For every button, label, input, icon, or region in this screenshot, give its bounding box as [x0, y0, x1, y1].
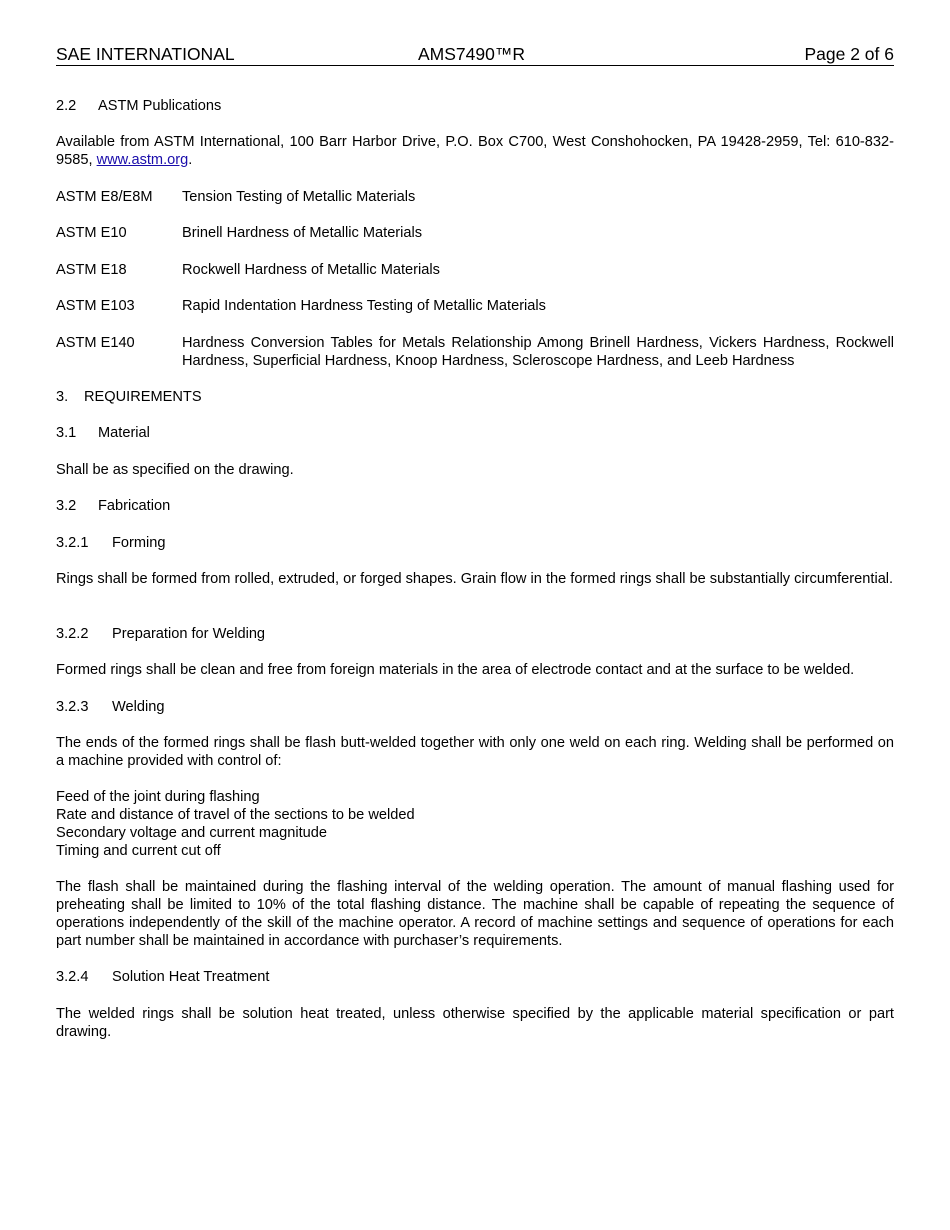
section-number: 3.2.3 — [56, 699, 89, 715]
section-3-2-heading — [56, 497, 894, 515]
list-item: Rate and distance of travel of the sections to be welded — [56, 807, 415, 823]
section-3-1-body: Shall be as specified on the drawing. — [56, 462, 294, 478]
section-title: REQUIREMENTS — [84, 389, 202, 405]
header-org: SAE INTERNATIONAL — [56, 44, 235, 64]
reference-code: ASTM E103 — [56, 298, 135, 314]
reference-row — [56, 297, 894, 315]
reference-row — [56, 188, 894, 206]
section-3-1-heading — [56, 424, 894, 442]
document-page — [56, 0, 894, 1230]
intro-suffix: . — [188, 152, 193, 168]
section-3-2-4-heading — [56, 968, 894, 986]
reference-code: ASTM E8/E8M — [56, 189, 153, 205]
reference-title: Rapid Indentation Hardness Testing of Metallic Materials — [182, 298, 546, 314]
page-header — [56, 44, 894, 66]
section-3-2-1-body: Rings shall be formed from rolled, extruded, or forged shapes. Grain flow in the formed rings shall be substantially circumferential. — [56, 571, 894, 587]
section-title: Solution Heat Treatment — [112, 969, 270, 985]
section-3-2-3-body-2: The flash shall be maintained during the flashing interval of the welding operation. The amount of manual flashing used for preheating shall be limited to 10% of the total flashing distance. The machine shall be capable of repeating the sequence of operations independently of the skill of the machine operator. A record of machine settings and sequence of operations for each part number shall be maintained in accordance with purchaser’s requirements. — [56, 879, 894, 949]
reference-row — [56, 334, 894, 370]
reference-title: Rockwell Hardness of Metallic Materials — [182, 262, 440, 278]
section-title: ASTM Publications — [98, 98, 222, 114]
list-item: Secondary voltage and current magnitude — [56, 825, 327, 841]
reference-row — [56, 261, 894, 279]
section-title: Material — [98, 425, 150, 441]
section-number: 3.2.4 — [56, 969, 89, 985]
reference-title: Tension Testing of Metallic Materials — [182, 189, 416, 205]
section-number: 3.1 — [56, 425, 77, 441]
list-item: Timing and current cut off — [56, 843, 221, 859]
control-list — [56, 788, 894, 860]
section-title: Welding — [112, 699, 165, 715]
header-doc-id: AMS7490™R — [418, 44, 525, 64]
section-title: Fabrication — [98, 498, 171, 514]
reference-code: ASTM E10 — [56, 225, 127, 241]
section-number: 2.2 — [56, 98, 77, 114]
section-3-2-1-heading — [56, 534, 894, 552]
section-number: 3.2.1 — [56, 535, 89, 551]
section-title: Preparation for Welding — [112, 626, 266, 642]
reference-title: Hardness Conversion Tables for Metals Relationship Among Brinell Hardness, Vickers Hardness, Rockwell Hardness, Superficial Hardness, Knoop Hardness, Scleroscope Hardness, and Leeb Hardness — [182, 335, 894, 369]
section-3-2-4-body: The welded rings shall be solution heat treated, unless otherwise specified by the applicable material specification or part drawing. — [56, 1006, 894, 1040]
section-number: 3. — [56, 389, 69, 405]
reference-code: ASTM E18 — [56, 262, 127, 278]
section-3-2-2-body: Formed rings shall be clean and free from foreign materials in the area of electrode contact and at the surface to be welded. — [56, 662, 855, 678]
section-3-2-3-body: The ends of the formed rings shall be flash butt-welded together with only one weld on each ring. Welding shall be performed on a machine provided with control of: — [56, 735, 894, 769]
section-number: 3.2 — [56, 498, 77, 514]
section-2-2-heading — [56, 97, 894, 115]
list-item: Feed of the joint during flashing — [56, 789, 260, 805]
section-3-2-3-heading — [56, 698, 894, 716]
reference-row — [56, 224, 894, 242]
intro-text: Available from ASTM International, 100 Barr Harbor Drive, P.O. Box C700, West Conshohocken, PA 19428-2959, Tel: 610-832-9585, — [56, 134, 894, 168]
section-3-2-2-heading — [56, 625, 894, 643]
section-3-heading — [56, 388, 894, 406]
header-page-number: Page 2 of 6 — [804, 44, 894, 64]
section-2-2-intro — [56, 133, 894, 169]
section-title: Forming — [112, 535, 166, 551]
astm-website-link[interactable]: www.astm.org — [96, 152, 189, 168]
section-number: 3.2.2 — [56, 626, 89, 642]
reference-title: Brinell Hardness of Metallic Materials — [182, 225, 423, 241]
reference-code: ASTM E140 — [56, 335, 135, 351]
